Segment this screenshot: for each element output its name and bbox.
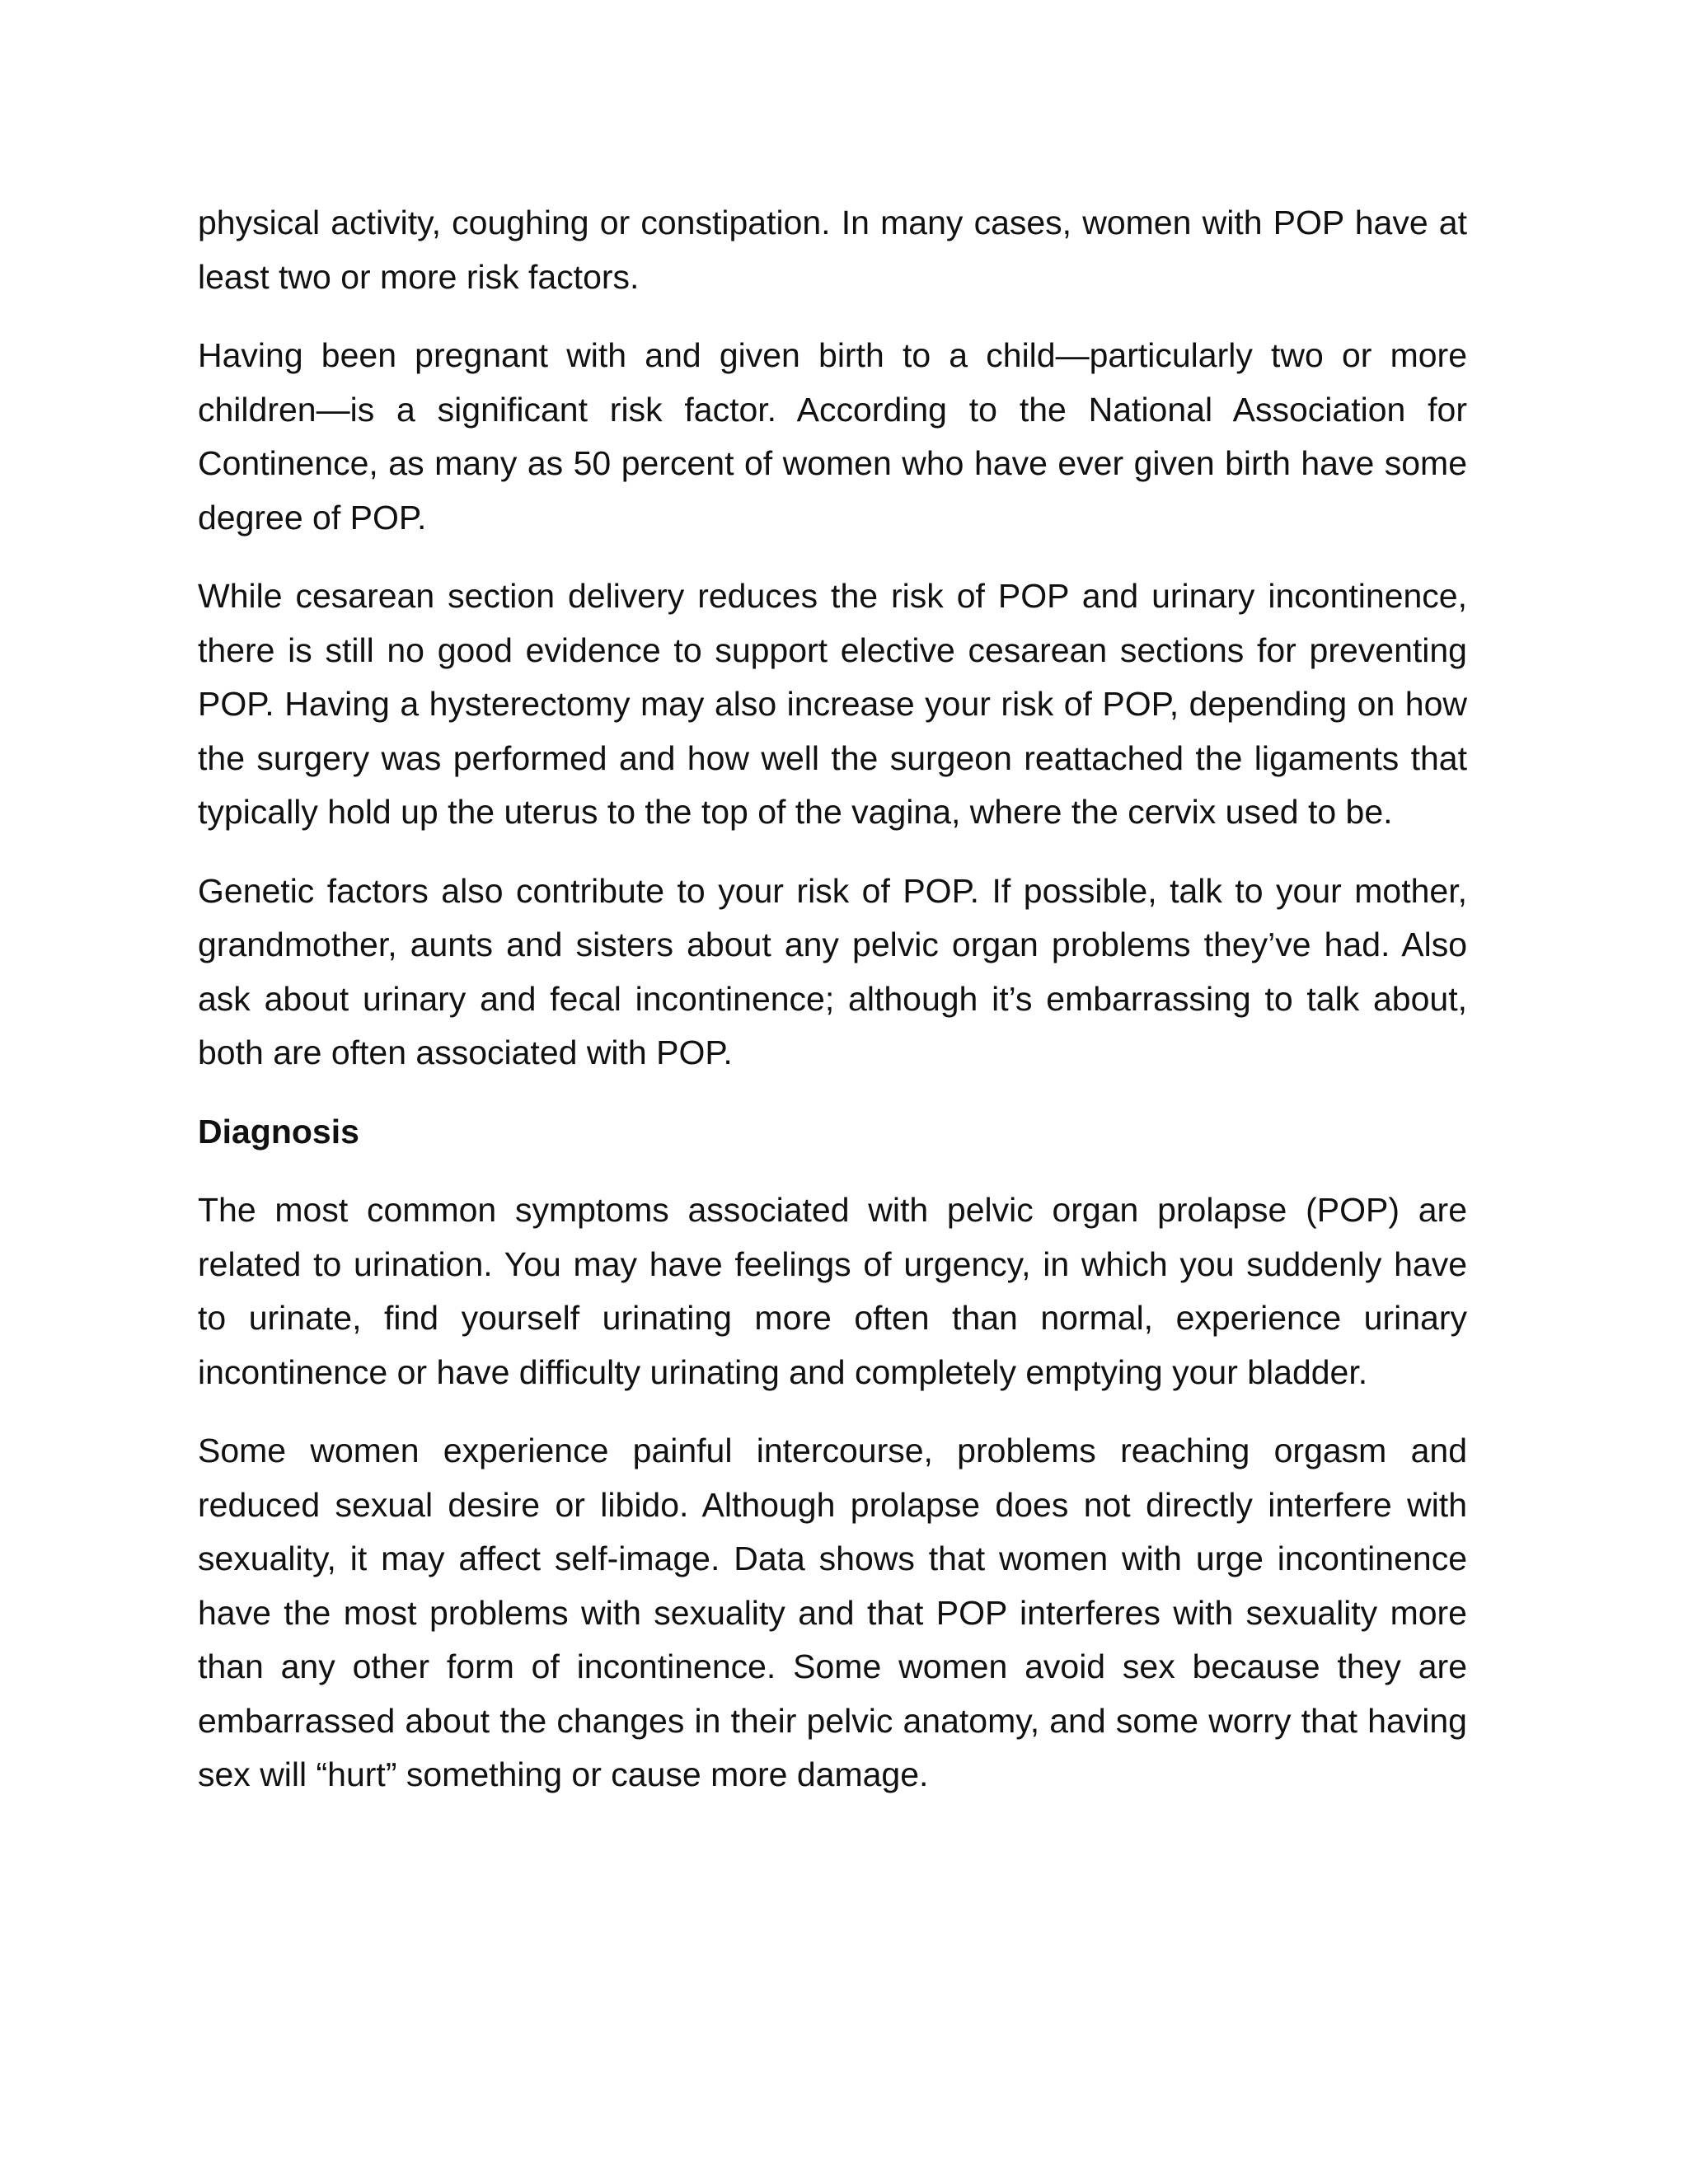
paragraph-genetic-factors: Genetic factors also contribute to your risk of POP. If possible, talk to your mother, grandmother, aunts and sisters about any pelvic organ problems they’ve had. Also ask about urinary and fecal incontinence; although it’s embarrassing to talk about, both are often associated with POP.	[198, 871, 1467, 1071]
paragraph-urination-symptoms: The most common symptoms associated with pelvic organ prolapse (POP) are related to urination. You may have feelings of urgency, in which you suddenly have to urinate, find yourself urinating more often than normal, experience urinary incontinence or have difficulty urinating and completely emptying your bladder.	[198, 1191, 1467, 1391]
paragraph-pregnancy-risk: Having been pregnant with and given birth to a child—particularly two or more children—is a significant risk factor. According to the National Association for Continence, as many as 50 percent of women who have ever given birth have some degree of POP.	[198, 336, 1467, 537]
paragraph-risk-factors-intro: physical activity, coughing or constipation. In many cases, women with POP have at least two or more risk factors.	[198, 204, 1467, 296]
paragraph-sexuality-symptoms: Some women experience painful intercourse, problems reaching orgasm and reduced sexual desire or libido. Although prolapse does not directly interfere with sexuality, it may affect self-image. Data shows that women with urge incontinence have the most problems with sexuality and that POP interferes with sexuality more than any other form of incontinence. Some women avoid sex because they are embarrassed about the changes in their pelvic anatomy, and some worry that having sex will “hurt” something or cause more damage.	[198, 1432, 1467, 1793]
paragraph-cesarean-hysterectomy: While cesarean section delivery reduces the risk of POP and urinary incontinence, there is still no good evidence to support elective cesarean sections for preventing POP. Having a hysterectomy may also increase your risk of POP, depending on how the surgery was performed and how well the surgeon reattached the ligaments that typically hold up the uterus to the top of the vagina, where the cervix used to be.	[198, 577, 1467, 831]
document-body	[198, 196, 1467, 1827]
section-heading-diagnosis: Diagnosis	[198, 1112, 359, 1151]
